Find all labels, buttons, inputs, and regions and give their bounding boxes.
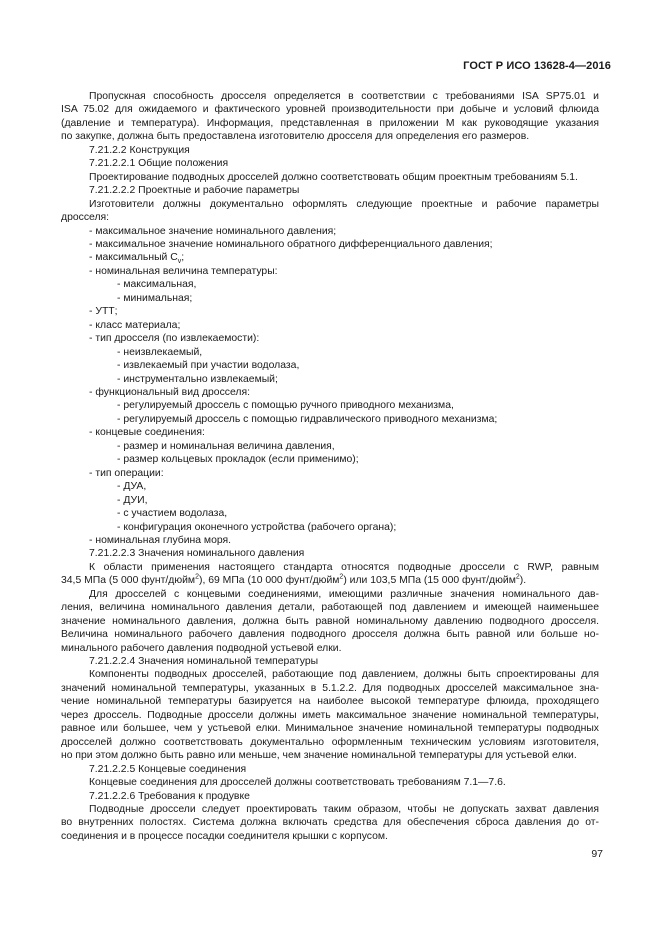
text-line: - размер кольцевых прокладок (если применимо); bbox=[117, 454, 359, 466]
text-line: равное или большее, чем у устьевой елки. Минимальное значение номинальной температуры подводных bbox=[61, 723, 599, 735]
text-line: - тип операции: bbox=[89, 467, 164, 479]
text-line: 7.21.2.2.6 Требования к продувке bbox=[89, 790, 250, 802]
text-line: - ДУИ, bbox=[117, 494, 148, 506]
text-line: но при этом должно быть равно или меньше, чем значение номинальной температуры для устьевой елки. bbox=[61, 750, 577, 762]
text-line: Для дросселей с концевыми соединениями, имеющими различные значения номинального дав- bbox=[89, 588, 599, 600]
text-line: 7.21.2.2.5 Концевые соединения bbox=[89, 763, 247, 775]
text-line: - с участием водолаза, bbox=[117, 508, 228, 520]
text-line: значение номинального давления, должна быть равной номинальному давлению подводного дросселя. bbox=[61, 615, 599, 627]
text-line: - конфигурация оконечного устройства (рабочего органа); bbox=[117, 521, 397, 533]
text-line: минального рабочего давления подводной устьевой елки. bbox=[61, 642, 342, 654]
text-line: К области применения настоящего стандарта относятся подводные дроссели с RWP, равным bbox=[89, 561, 599, 573]
text-line: - размер и номинальная величина давления, bbox=[117, 440, 335, 452]
text-line: чение номинальной температуры базируется на наиболее высокой температуре флюида, проходящего bbox=[61, 696, 599, 708]
text-line: 7.21.2.2 Конструкция bbox=[89, 144, 190, 156]
text-line: - ДУА, bbox=[117, 481, 147, 493]
text-line: значений номинальной температуры, указанных в 5.1.2.2. Для подводных дросселей максимальное зна- bbox=[61, 682, 599, 694]
text-line: - номинальная величина температуры: bbox=[89, 265, 278, 277]
text-line: 7.21.2.2.3 Значения номинального давления bbox=[89, 548, 305, 560]
text-line: - тип дросселя (по извлекаемости): bbox=[89, 333, 260, 345]
document-header: ГОСТ Р ИСО 13628-4—2016 bbox=[463, 60, 611, 72]
text-line: - концевые соединения: bbox=[89, 427, 205, 439]
text-line: Концевые соединения для дросселей должны соответствовать требованиям 7.1—7.6. bbox=[89, 777, 506, 789]
text-line: - класс материала; bbox=[89, 319, 181, 331]
text-line: 7.21.2.2.2 Проектные и рабочие параметры bbox=[89, 185, 300, 197]
text-line: - минимальная; bbox=[117, 292, 193, 304]
text-line: (давление и температура). Информация, представленная в приложении М как руководящие указания bbox=[61, 117, 599, 129]
text-line: - максимальная, bbox=[117, 279, 197, 291]
text-line: - максимальное значение номинального обратного дифференциального давления; bbox=[89, 238, 493, 250]
text-line: во внутренних полостях. Система должна включать средства для обеспечения сброса давления до от- bbox=[61, 817, 599, 829]
text-line: - неизвлекаемый, bbox=[117, 346, 203, 358]
text-line: Подводные дроссели следует проектировать таким образом, чтобы не допускать захват давления bbox=[89, 804, 599, 816]
text-line: ления, величина номинального давления детали, работающей под давлением и имеющей наименьшее bbox=[61, 602, 599, 614]
text-line: - УТТ; bbox=[89, 306, 118, 318]
text-line: 7.21.2.2.1 Общие положения bbox=[89, 158, 229, 170]
text-line: Изготовители должны документально оформлять следующие проектные и рабочие параметры bbox=[89, 198, 599, 210]
text-line: по закупке, должна быть предоставлена изготовителю дросселя для определения его размеров. bbox=[61, 131, 530, 143]
text-line: ISA 75.02 для ожидаемого и фактического уровней производительности при добыче и условий флюида bbox=[61, 104, 599, 116]
document-body bbox=[61, 90, 599, 843]
text-line: Величина номинального рабочего давления подводного дросселя должна быть равной или больше но- bbox=[61, 629, 599, 641]
text-line: дросселей должно соответствовать документально оформленным техническим условиям изготовителя, bbox=[61, 736, 599, 748]
text-line: - максимальный $C_v$; bbox=[89, 252, 185, 266]
text-line: Компоненты подводных дросселей, работающие под давлением, должны быть спроектированы для bbox=[89, 669, 599, 681]
text-line: - извлекаемый при участии водолаза, bbox=[117, 360, 300, 372]
text-line: - номинальная глубина моря. bbox=[89, 534, 232, 546]
text-line: - функциональный вид дросселя: bbox=[89, 386, 250, 398]
text-line: - максимальное значение номинального давления; bbox=[89, 225, 337, 237]
text-line: 7.21.2.2.4 Значения номинальной температуры bbox=[89, 656, 319, 668]
page-number: 97 bbox=[591, 848, 603, 860]
text-line: 34,5 МПа (5 000 фунт/дюйм$^2$), 69 МПа (10 000 фунт/дюйм$^2$) или 103,5 МПа (15 000 фунт/дюйм$^2$). bbox=[61, 573, 527, 587]
text-line: - инструментально извлекаемый; bbox=[117, 373, 278, 385]
text-line: - регулируемый дроссель с помощью гидравлического приводного механизма; bbox=[117, 413, 498, 425]
text-line: Проектирование подводных дросселей должно соответствовать общим проектным требованиям 5.1. bbox=[89, 171, 578, 183]
text-line: - регулируемый дроссель с помощью ручного приводного механизма, bbox=[117, 400, 454, 412]
text-line: дросселя: bbox=[61, 212, 110, 224]
text-line: Пропускная способность дросселя определяется в соответствии с требованиями ISA SP75.01 и bbox=[89, 91, 599, 102]
text-line: соединения и в процессе посадки соединителя крышки с корпусом. bbox=[61, 830, 388, 842]
text-line: через дроссель. Подводные дроссели должны иметь максимальное значение номинальной температуры, bbox=[61, 709, 599, 721]
